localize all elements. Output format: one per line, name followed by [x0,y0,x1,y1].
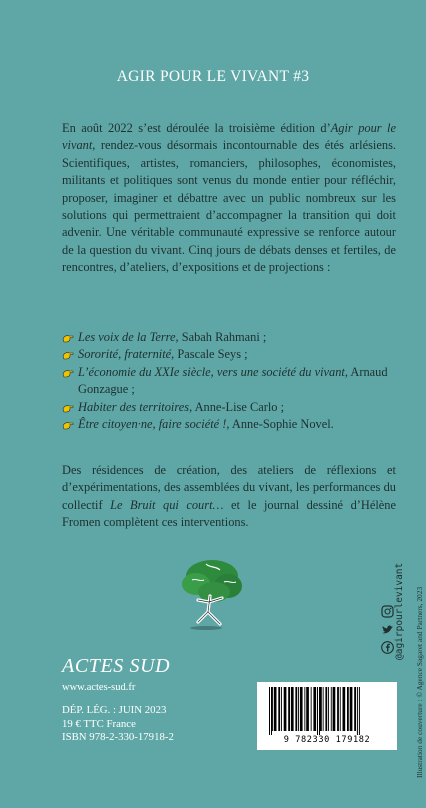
social-handle: @agirpourlevivant [394,562,405,660]
barcode-digits: 9 782330 179182 [283,735,371,745]
hand-pointer-icon [62,333,74,343]
list-author: , Arnaud Gonzague ; [78,364,388,397]
instagram-icon [381,605,394,618]
list-author: , Anne-Sophie Novel. [226,417,334,432]
list-item [62,416,396,433]
closing-text-1: Des résidences de création, des ateliers de réflexions et d’expérimentations, des assemblées du vivant, les performances du collectif [62,463,396,512]
list-author: , Pascale Seys ; [171,347,248,362]
hand-pointer-icon [62,368,74,378]
legal-deposit: DÉP. LÉG. : JUIN 2023 [62,704,167,716]
closing-text-2: et le journal dessiné d’Hélène Fromen complètent ces interventions. [62,497,396,530]
cover-credit: Illustration de couverture : © Agence Sagaret and Partners, 2023 [415,586,424,778]
publisher-logo: ACTES SUD [62,655,171,677]
intro-text-1: En août 2022 s’est déroulée la troisième édition d’ [62,121,331,135]
social-icons [381,605,397,659]
hand-pointer-icon [62,420,74,430]
twitter-icon [381,623,394,636]
intro-event-title: Agir pour le vivant [62,121,396,153]
closing-paragraph [62,462,396,532]
list-item [62,364,396,399]
list-title: Être citoyen·ne, faire société ! [78,417,227,432]
list-title: Sororité, fraternité [78,347,172,362]
list-item [62,399,396,416]
facebook-icon [381,641,394,654]
barcode-bars [267,687,387,735]
list-item [62,329,396,346]
isbn-barcode [257,682,397,750]
hand-pointer-icon [62,403,74,413]
legal-info [62,704,174,745]
cover-title: AGIR POUR LE VIVANT #3 [116,68,310,85]
closing-collective-title: Le Bruit qui court… [110,497,224,512]
list-item [62,346,396,363]
list-title: Habiter des territoires [78,399,190,414]
intro-paragraph [62,120,396,277]
program-list [62,329,396,433]
price: 19 € TTC France [62,717,136,730]
list-title: L’économie du XXIe siècle, vers une société du vivant [78,364,345,379]
publisher-website: www.actes-sud.fr [62,682,136,693]
list-author: , Sabah Rahmani ; [175,330,267,344]
intro-text-2: , rendez-vous désormais incontournable des étés arlésiens. Scientifiques, artistes, romanciers, philosophes, économistes, militants et politiques sont venus du monde entier pour réfléchir, proposer, imaginer et débattre avec un public nombreux sur les solutions qui permettraient d’accompagner la transition qui doit advenir. Une véritable communauté expressive se renforce autour de la question du vivant. Cinq jours de débats denses et fertiles, de rencontres, d’ateliers, d’expositions et de projections : [62,138,396,275]
tree-runner-logo [176,556,248,634]
list-author: , Anne-Lise Carlo ; [189,399,285,414]
list-title: Les voix de la Terre [78,330,176,344]
isbn: ISBN 978-2-330-17918-2 [62,731,174,744]
hand-pointer-icon [62,350,74,360]
